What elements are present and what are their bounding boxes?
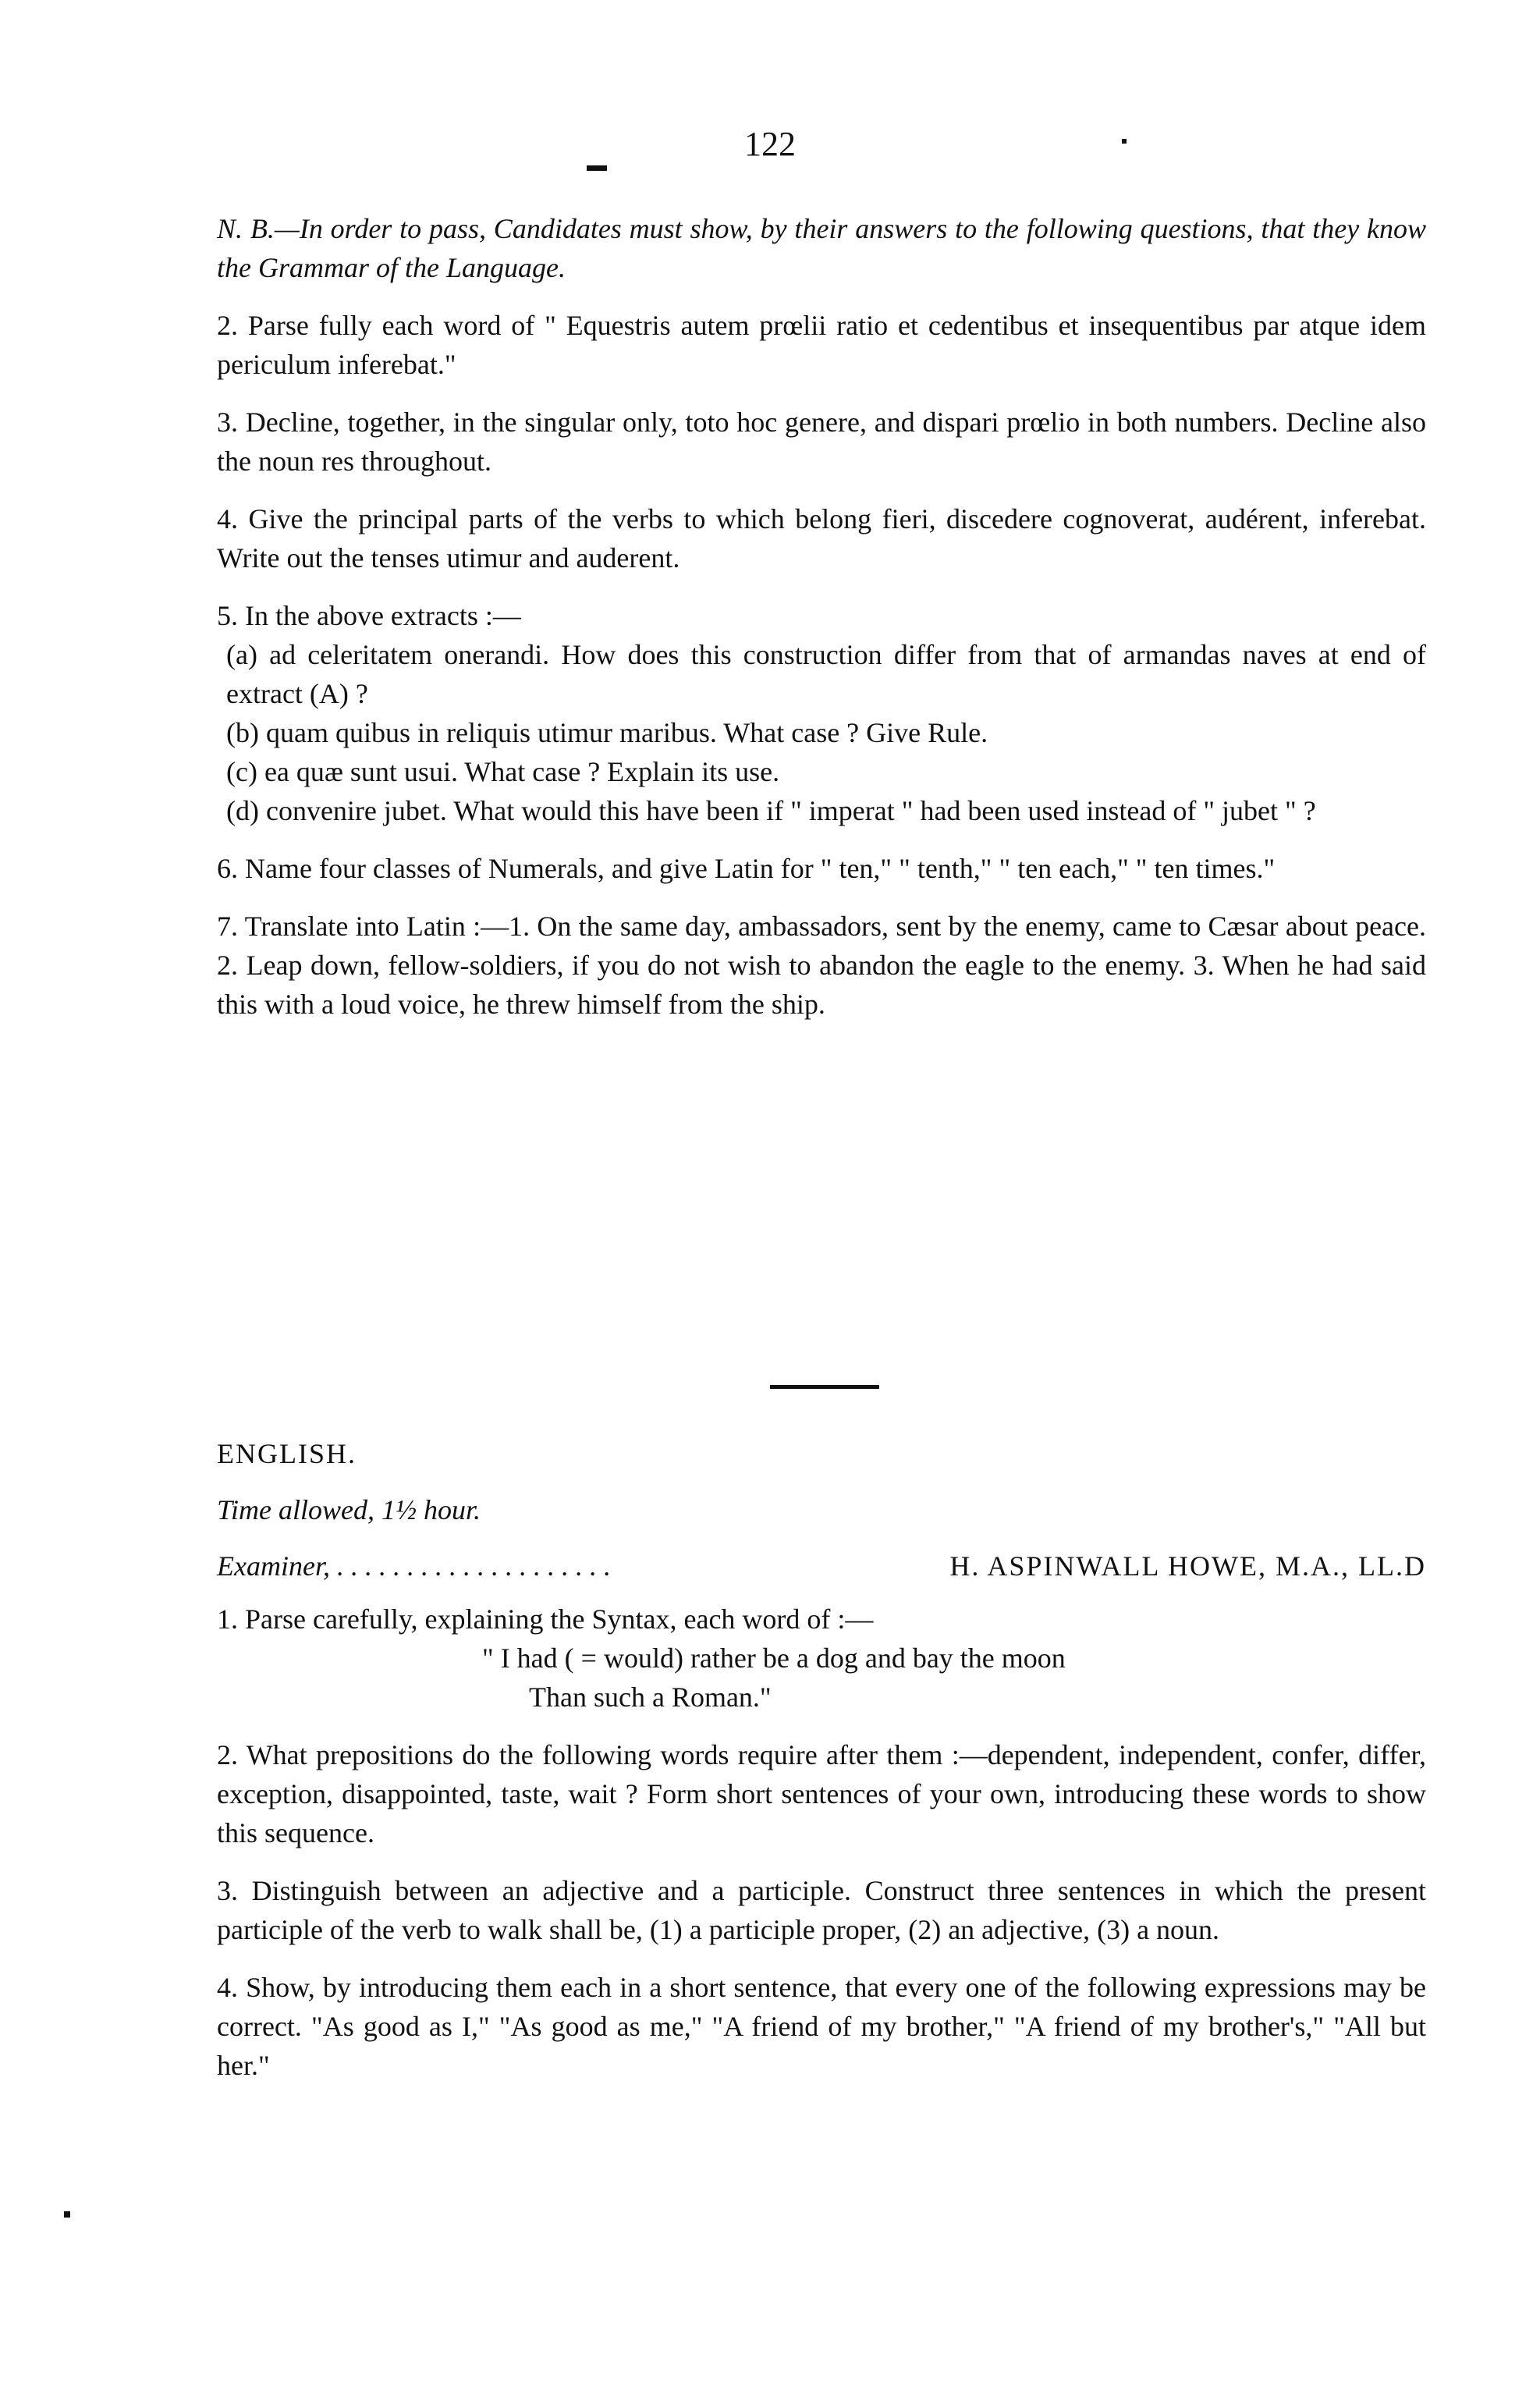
section-divider bbox=[770, 1385, 879, 1389]
english-section bbox=[217, 1434, 1426, 2085]
latin-question-5c: (c) ea quæ sunt usui. What case ? Explain its use. bbox=[226, 756, 780, 787]
english-question-3: 3. Distinguish between an adjective and a participle. Construct three sentences in which the present participle of the verb to walk shall be, (1) a participle proper, (2) an adjective, (3) a noun. bbox=[217, 1875, 1426, 1945]
time-allowed: Time allowed, 1½ hour. bbox=[217, 1494, 481, 1525]
latin-question-6: 6. Name four classes of Numerals, and give Latin for " ten," " tenth," " ten each," " ten times." bbox=[217, 853, 1276, 884]
latin-question-7: 7. Translate into Latin :—1. On the same day, ambassadors, sent by the enemy, came to Cæsar about peace. 2. Leap down, fellow-soldiers, if you do not wish to abandon the eagle to the enemy. 3. When he had said this with a loud voice, he threw himself from the ship. bbox=[217, 911, 1426, 1020]
english-question-2: 2. What prepositions do the following words require after them :—dependent, independent, confer, differ, exception, disappointed, taste, wait ? Form short sentences of your own, introducing these words to show this sequence. bbox=[217, 1739, 1426, 1848]
latin-question-5b: (b) quam quibus in reliquis utimur maribus. What case ? Give Rule. bbox=[226, 717, 988, 748]
stray-mark bbox=[587, 165, 607, 171]
examiner-line bbox=[217, 1547, 1426, 1586]
page-number: 122 bbox=[744, 125, 796, 163]
note-nb: N. B.—In order to pass, Candidates must show, by their answers to the following questions, that they know the Grammar of the Language. bbox=[217, 213, 1426, 283]
latin-section bbox=[217, 209, 1426, 1024]
quote-line-1: " I had ( = would) rather be a dog and bay the moon bbox=[482, 1642, 1066, 1674]
latin-question-5-intro: 5. In the above extracts :— bbox=[217, 600, 521, 631]
latin-question-5a: (a) ad celeritatem onerandi. How does this construction differ from that of armandas naves at end of extract (A) ? bbox=[226, 639, 1426, 709]
examiner-name: H. ASPINWALL HOWE, M.A., LL.D bbox=[949, 1550, 1426, 1582]
latin-question-3: 3. Decline, together, in the singular only, toto hoc genere, and dispari prœlio in both numbers. Decline also the noun res throughout. bbox=[217, 407, 1426, 477]
latin-question-2: 2. Parse fully each word of " Equestris autem prœlii ratio et cedentibus et insequentibus par atque idem periculum inferebat." bbox=[217, 310, 1426, 380]
english-question-4: 4. Show, by introducing them each in a short sentence, that every one of the following expressions may be correct. "As good as I," "As good as me," "A friend of my brother," "A friend of my brother's," "All but her." bbox=[217, 1972, 1426, 2081]
section-heading: ENGLISH. bbox=[217, 1438, 357, 1469]
latin-question-4: 4. Give the principal parts of the verbs to which belong fieri, discedere cognoverat, audérent, inferebat. Write out the tenses utimur and auderent. bbox=[217, 503, 1426, 574]
quote-line-2: Than such a Roman." bbox=[529, 1681, 772, 1713]
examiner-label: Examiner, . . . . . . . . . . . . . . . . . . . . bbox=[217, 1550, 611, 1582]
english-question-1: 1. Parse carefully, explaining the Syntax, each word of :— bbox=[217, 1603, 874, 1635]
stray-mark bbox=[64, 2211, 70, 2218]
latin-question-5d: (d) convenire jubet. What would this have been if " imperat " had been used instead of " jubet " ? bbox=[226, 795, 1316, 826]
